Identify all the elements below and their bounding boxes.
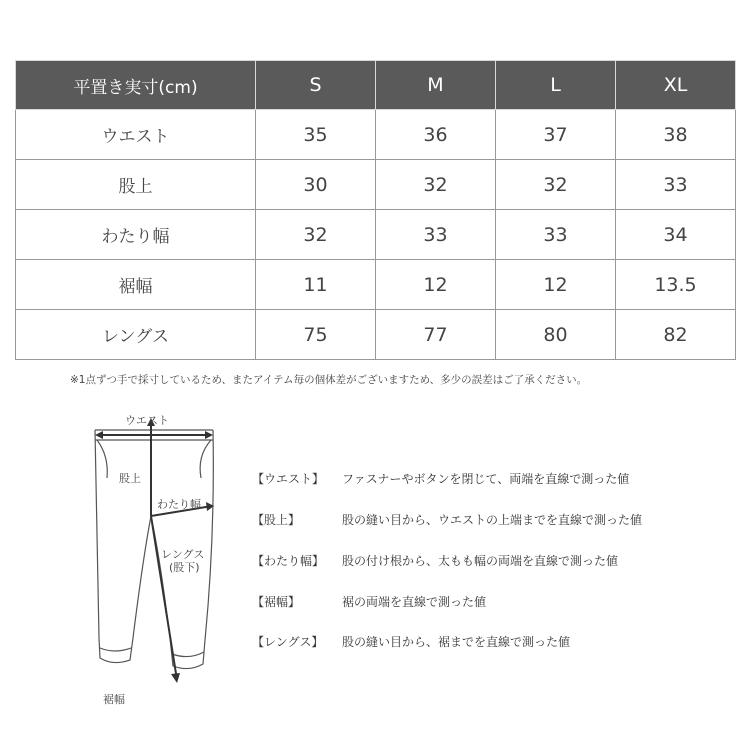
table-cell: 32	[256, 210, 376, 260]
legend-desc: 股の縫い目から、ウエストの上端までを直線で測った値	[342, 513, 643, 527]
table-cell: 33	[496, 210, 616, 260]
table-cell: 77	[376, 310, 496, 360]
table-row	[16, 110, 736, 160]
size-header-m: M	[376, 61, 496, 110]
legend-tag: 【レングス】	[252, 635, 324, 649]
row-label: ウエスト	[16, 110, 256, 160]
table-cell: 75	[256, 310, 376, 360]
size-header-row	[16, 61, 736, 110]
legend-tag: 【ウエスト】	[252, 472, 325, 486]
table-cell: 38	[616, 110, 736, 160]
row-label: 裾幅	[16, 260, 256, 310]
legend-desc: ファスナーやボタンを閉じて、両端を直線で測った値	[342, 472, 630, 486]
rise-label: 股上	[119, 472, 141, 485]
legend-desc: 股の縫い目から、裾までを直線で測った値	[342, 635, 571, 649]
table-cell: 36	[376, 110, 496, 160]
size-header-xl: XL	[616, 61, 736, 110]
legend-desc: 股の付け根から、太もも幅の両端を直線で測った値	[342, 554, 619, 568]
size-table	[15, 60, 736, 360]
table-row	[16, 160, 736, 210]
table-cell: 33	[376, 210, 496, 260]
legend-item-rise	[252, 511, 642, 528]
size-header-s: S	[256, 61, 376, 110]
legend-tag: 【裾幅】	[252, 595, 301, 609]
row-label: 股上	[16, 160, 256, 210]
hem-label: 裾幅	[103, 693, 125, 706]
table-cell: 32	[376, 160, 496, 210]
row-label: レングス	[16, 310, 256, 360]
corner-label: 平置き実寸(cm)	[16, 61, 256, 110]
legend-item-thigh	[252, 552, 618, 569]
table-cell: 37	[496, 110, 616, 160]
waist-label: ウエスト	[125, 414, 169, 427]
table-cell: 82	[616, 310, 736, 360]
length-sublabel: (股下)	[169, 561, 200, 574]
legend-item-hem	[252, 593, 486, 610]
legend-tag: 【わたり幅】	[252, 554, 325, 568]
thigh-label: わたり幅	[157, 498, 201, 511]
table-cell: 35	[256, 110, 376, 160]
legend-desc: 裾の両端を直線で測った値	[342, 595, 487, 609]
length-label: レングス	[161, 548, 205, 561]
table-cell: 11	[256, 260, 376, 310]
table-cell: 12	[376, 260, 496, 310]
table-cell: 34	[616, 210, 736, 260]
table-cell: 13.5	[616, 260, 736, 310]
length-line	[151, 516, 177, 680]
legend-item-waist	[252, 470, 629, 487]
table-cell: 33	[616, 160, 736, 210]
table-cell: 12	[496, 260, 616, 310]
legend-tag: 【股上】	[252, 513, 301, 527]
legend-item-length	[252, 633, 570, 650]
pants-diagram	[85, 408, 245, 713]
table-row	[16, 210, 736, 260]
table-cell: 80	[496, 310, 616, 360]
measurement-note: ※1点ずつ手で採寸しているため、またアイテム毎の個体差がございますため、多少の誤差はご了承ください。	[70, 374, 588, 386]
table-row	[16, 260, 736, 310]
size-header-l: L	[496, 61, 616, 110]
table-row	[16, 310, 736, 360]
table-cell: 30	[256, 160, 376, 210]
table-cell: 32	[496, 160, 616, 210]
row-label: わたり幅	[16, 210, 256, 260]
